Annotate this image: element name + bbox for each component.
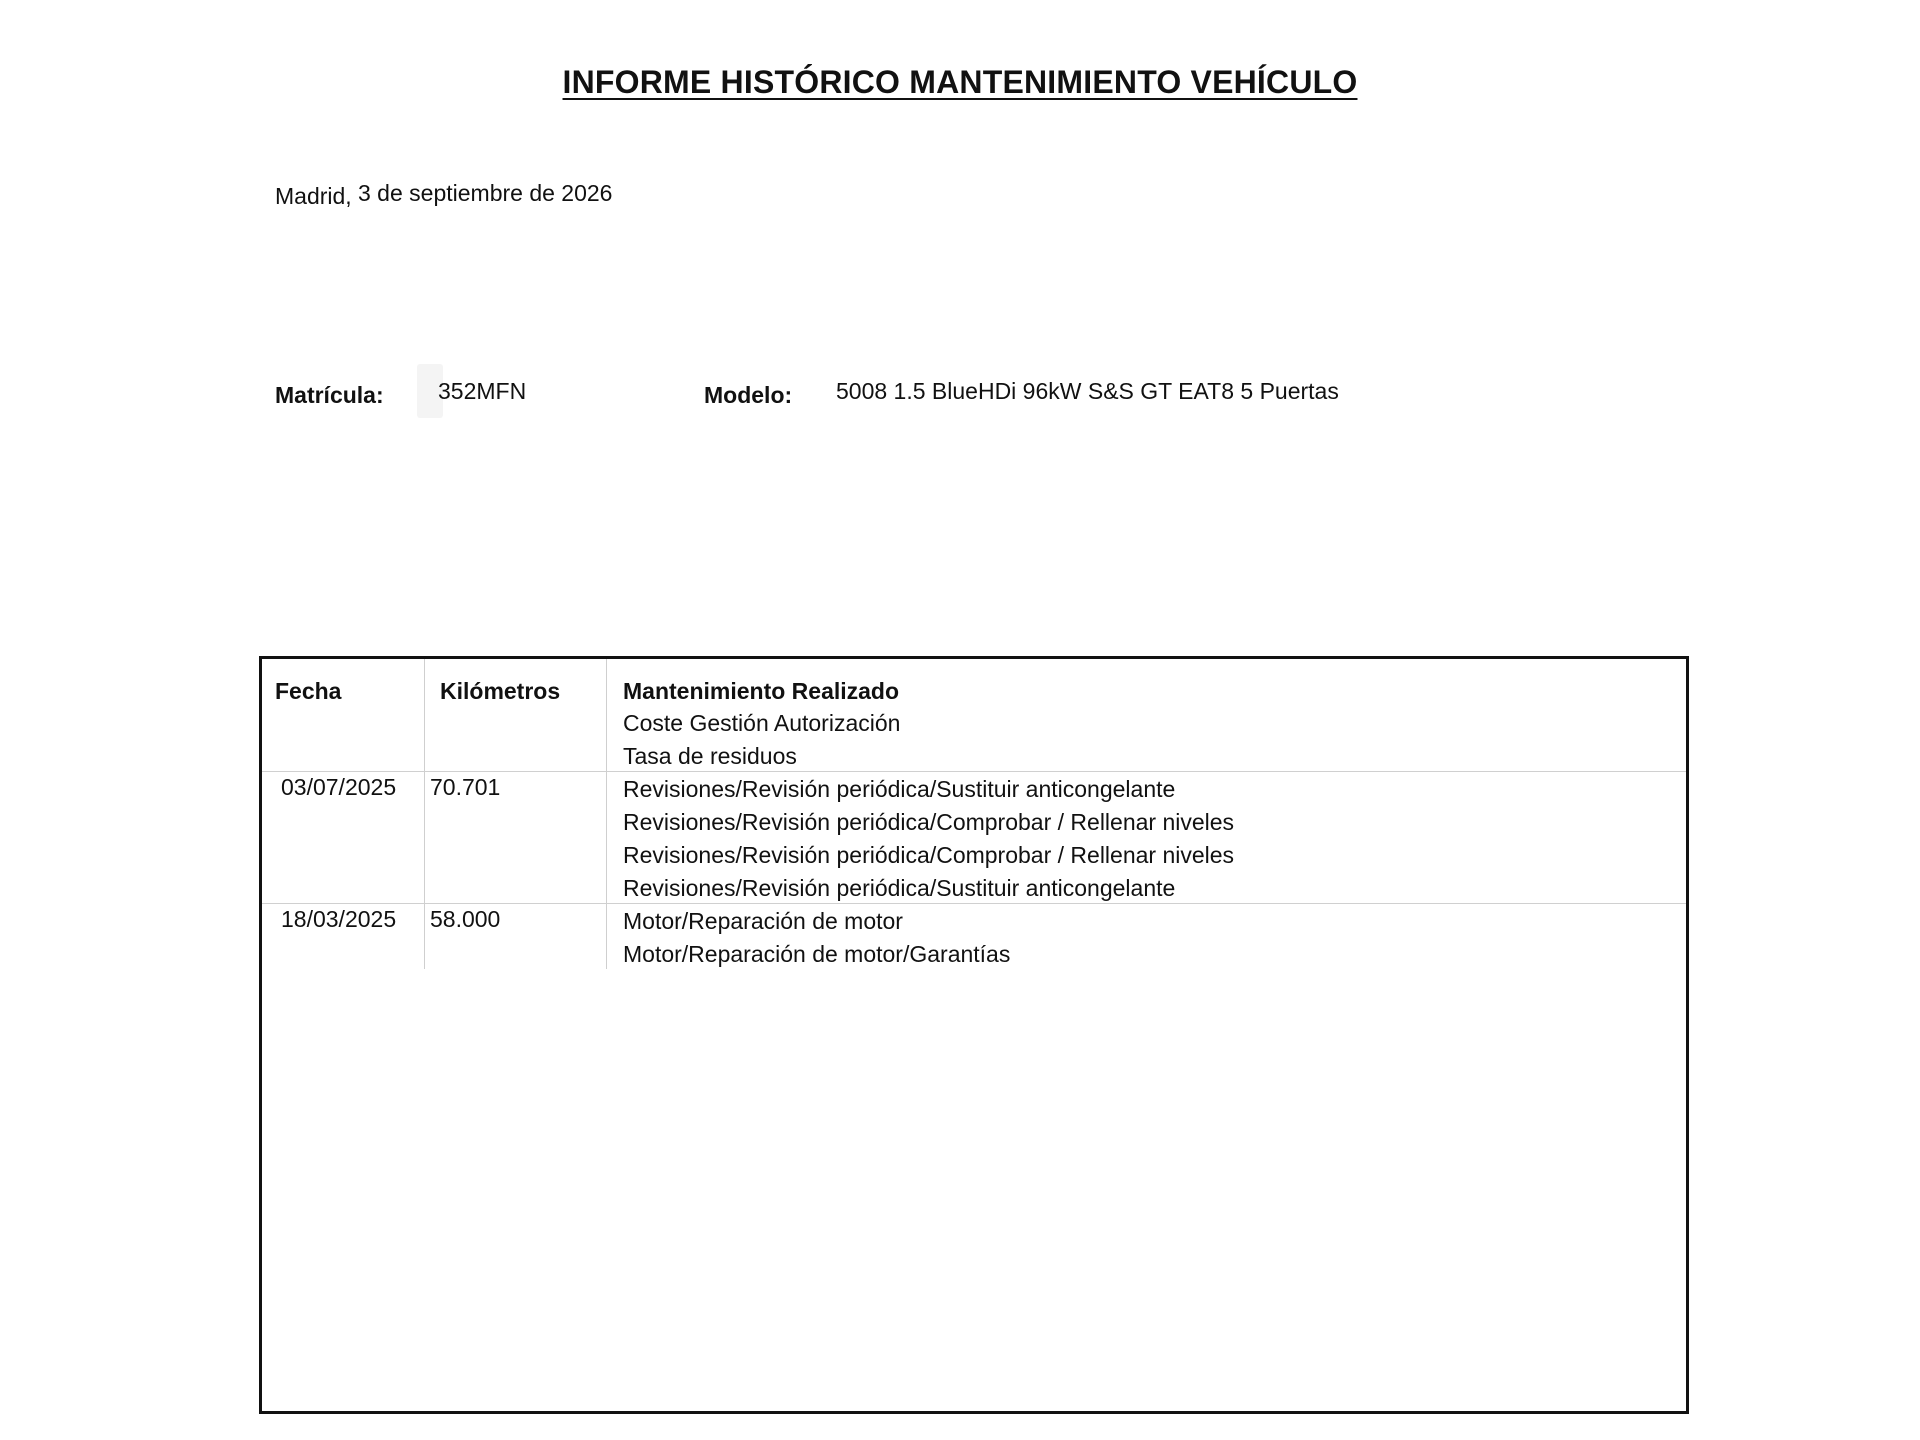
model-label: Modelo:	[704, 382, 793, 408]
column-divider	[606, 659, 607, 969]
report-date: 3 de septiembre de 2026	[358, 180, 613, 206]
row-item: Revisiones/Revisión periódica/Sustituir anticongelante	[623, 776, 1176, 802]
plate-label: Matrícula:	[275, 382, 384, 408]
header-date: Fecha	[275, 678, 342, 704]
row-km: 58.000	[430, 906, 501, 932]
header-item: Coste Gestión Autorización	[623, 710, 901, 736]
header-km: Kilómetros	[440, 678, 561, 704]
row-item: Motor/Reparación de motor	[623, 908, 903, 934]
row-date: 18/03/2025	[281, 906, 397, 932]
row-item: Revisiones/Revisión periódica/Comprobar / Rellenar niveles	[623, 842, 1235, 868]
plate-value: 352MFN	[438, 378, 527, 404]
column-divider	[424, 659, 425, 969]
row-km: 70.701	[430, 774, 501, 800]
maintenance-table	[259, 656, 1689, 1414]
place-label: Madrid,	[275, 183, 352, 209]
header-maintenance: Mantenimiento Realizado	[623, 678, 900, 704]
row-item: Revisiones/Revisión periódica/Sustituir anticongelante	[623, 875, 1176, 901]
row-date: 03/07/2025	[281, 774, 397, 800]
row-item: Revisiones/Revisión periódica/Comprobar / Rellenar niveles	[623, 809, 1235, 835]
model-value: 5008 1.5 BlueHDi 96kW S&S GT EAT8 5 Puertas	[836, 378, 1339, 404]
row-item: Motor/Reparación de motor/Garantías	[623, 941, 1011, 967]
report-title: INFORME HISTÓRICO MANTENIMIENTO VEHÍCULO	[562, 64, 1358, 100]
header-item: Tasa de residuos	[623, 743, 797, 769]
